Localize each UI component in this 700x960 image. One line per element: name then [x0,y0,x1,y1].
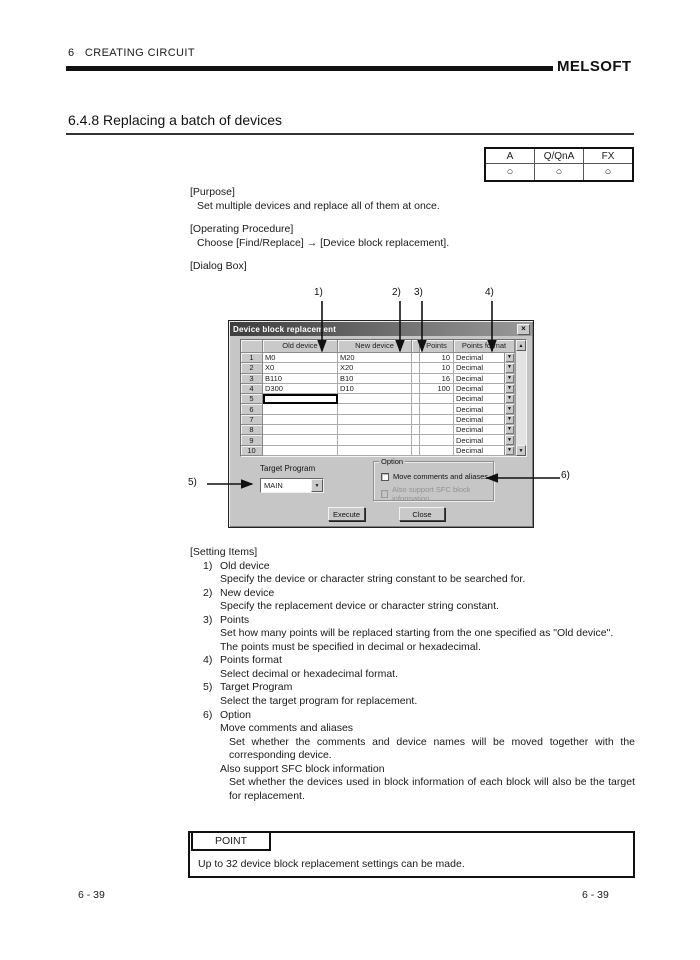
supported-circle-icon: ○ [583,164,632,180]
plc-header-qqna: Q/QnA [534,149,583,163]
dropdown-arrow-icon[interactable]: ▼ [504,394,514,403]
dialog-title: Device block replacement [233,324,337,334]
grid-rownum-cell[interactable]: 6 [241,404,263,414]
setting-item-number: 1) [203,559,213,572]
setting-subitem-description: Set whether the comments and device names will be moved together with the corresponding device. [229,735,635,762]
setting-item-description: Select the target program for replacement. [220,695,418,708]
grid-points-cell[interactable]: 100 [420,384,454,394]
checkbox-label: Move comments and aliases [393,472,489,481]
grid-header-new-device: New device [338,340,412,353]
points-format-value: Decimal [456,353,484,363]
points-format-value: Decimal [456,384,484,394]
setting-subitem-title: Also support SFC block information [220,762,385,775]
chapter-heading: 6 CREATING CIRCUIT [68,47,195,59]
setting-item-description: Set how many points will be replaced starting from the one specified as "Old device". [220,627,614,640]
grid-new-device-cell[interactable]: X20 [338,363,412,373]
target-program-value: MAIN [264,481,283,490]
points-format-value: Decimal [456,404,484,414]
dropdown-arrow-icon[interactable]: ▼ [504,374,514,383]
grid-old-device-cell[interactable]: M0 [263,353,338,363]
callout-label-2: 2) [392,287,401,298]
setting-item-number: 6) [203,708,213,721]
plc-header-fx: FX [583,149,632,163]
setting-item [203,587,635,614]
setting-item-title: New device [220,586,275,599]
dropdown-arrow-icon[interactable]: ▼ [504,425,514,434]
execute-button[interactable]: Execute [328,507,365,521]
close-button[interactable]: Close [399,507,445,521]
page-number-left: 6 - 39 [78,889,105,901]
grid-new-device-cell[interactable]: M20 [338,353,412,363]
setting-item-description: Specify the replacement device or character string constant. [220,600,499,613]
points-format-value: Decimal [456,394,484,404]
grid-new-device-cell[interactable]: B10 [338,374,412,384]
grid-rownum-cell[interactable]: 8 [241,425,263,435]
grid-rownum-cell[interactable]: 1 [241,353,263,363]
grid-points-cell[interactable]: 10 [420,363,454,373]
grid-old-device-cell[interactable]: B110 [263,374,338,384]
dialog-box-label: [Dialog Box] [190,260,247,272]
setting-item-number: 5) [203,681,213,694]
checkbox-label: Also support SFC block information [392,485,471,503]
grid-header-points: Points [420,340,454,353]
grid-new-device-cell[interactable]: D10 [338,384,412,394]
points-format-value: Decimal [456,435,484,445]
point-box-text: Up to 32 device block replacement settings can be made. [198,858,465,870]
callout-arrows [180,283,600,545]
grid-points-cell[interactable]: 16 [420,374,454,384]
grid-header-old-device: Old device [263,340,338,353]
procedure-label: [Operating Procedure] [190,223,294,235]
setting-items-label: [Setting Items] [190,546,258,558]
setting-item-title: Target Program [220,681,293,694]
grid-old-device-cell[interactable]: X0 [263,363,338,373]
point-box-label: POINT [191,831,271,851]
points-format-value: Decimal [456,445,484,455]
setting-item-title: Points format [220,654,282,667]
scroll-up-icon[interactable]: ▲ [516,340,526,351]
points-format-value: Decimal [456,363,484,373]
brand-logo: MELSOFT [557,58,632,75]
dropdown-arrow-icon[interactable]: ▼ [504,353,514,362]
setting-item [203,614,635,655]
purpose-text: Set multiple devices and replace all of them at once. [197,200,440,212]
scroll-down-icon[interactable]: ▼ [516,445,526,456]
setting-item-number: 2) [203,586,213,599]
purpose-label: [Purpose] [190,186,235,198]
plc-header-a: A [506,151,514,162]
grid-header-points-format: Points format [454,340,515,353]
point-box [188,831,635,878]
points-format-value: Decimal [456,425,484,435]
setting-items-list [190,560,635,804]
dropdown-arrow-icon[interactable]: ▼ [504,446,514,455]
combo-arrow-icon[interactable]: ▼ [311,479,323,492]
setting-item-number: 4) [203,654,213,667]
grid-rownum-cell[interactable]: 2 [241,363,263,373]
setting-subitem-title: Move comments and aliases [220,722,354,735]
setting-subitem-description: Set whether the devices used in block information of each block will also be the target for replacement. [229,776,635,802]
section-title: 6.4.8 Replacing a batch of devices [68,112,283,128]
dropdown-arrow-icon[interactable]: ▼ [504,363,514,372]
grid-rownum-cell[interactable]: 5 [241,394,263,404]
header-rule [66,66,553,71]
dropdown-arrow-icon[interactable]: ▼ [504,384,514,393]
setting-item-title: Points [220,613,250,626]
grid-points-cell[interactable]: 10 [420,353,454,363]
setting-items-section [190,546,635,803]
callout-label-5: 5) [188,477,197,488]
grid-rownum-cell[interactable]: 9 [241,435,263,445]
dropdown-arrow-icon[interactable]: ▼ [504,404,514,413]
grid-rownum-cell[interactable]: 10 [241,446,263,456]
setting-item [203,560,635,587]
setting-item-number: 3) [203,613,213,626]
grid-rownum-cell[interactable]: 4 [241,384,263,394]
grid-old-device-cell[interactable]: D300 [263,384,338,394]
setting-item [203,654,635,681]
option-group-label: Option [381,457,404,466]
setting-item-description: Select decimal or hexadecimal format. [220,667,398,680]
procedure-text: Choose [Find/Replace] → [Device block replacement]. [197,237,450,249]
supported-circle-icon: ○ [506,166,514,178]
section-title-rule [66,133,634,135]
setting-item-description: Specify the device or character string constant to be searched for. [220,573,526,586]
dropdown-arrow-icon[interactable]: ▼ [504,435,514,444]
setting-item [203,681,635,708]
points-format-value: Decimal [456,373,484,383]
plc-header-row [486,149,632,163]
setting-item-description: The points must be specified in decimal or hexadecimal. [220,640,481,653]
dropdown-arrow-icon[interactable]: ▼ [504,415,514,424]
callout-label-3: 3) [414,287,423,298]
supported-circle-icon: ○ [534,164,583,180]
callout-label-4: 4) [485,287,494,298]
plc-value-row [486,163,632,180]
setting-item-title: Old device [220,559,270,572]
target-program-label: Target Program [260,464,316,473]
points-format-value: Decimal [456,414,484,424]
callout-label-6: 6) [561,470,570,481]
plc-compat-table [484,147,634,182]
grid-rownum-cell[interactable]: 7 [241,415,263,425]
callout-label-1: 1) [314,287,323,298]
setting-item [203,709,635,804]
close-icon[interactable]: × [517,324,530,335]
grid-rownum-cell[interactable]: 3 [241,374,263,384]
setting-item-title: Option [220,708,251,721]
page-number-right: 6 - 39 [582,889,609,901]
